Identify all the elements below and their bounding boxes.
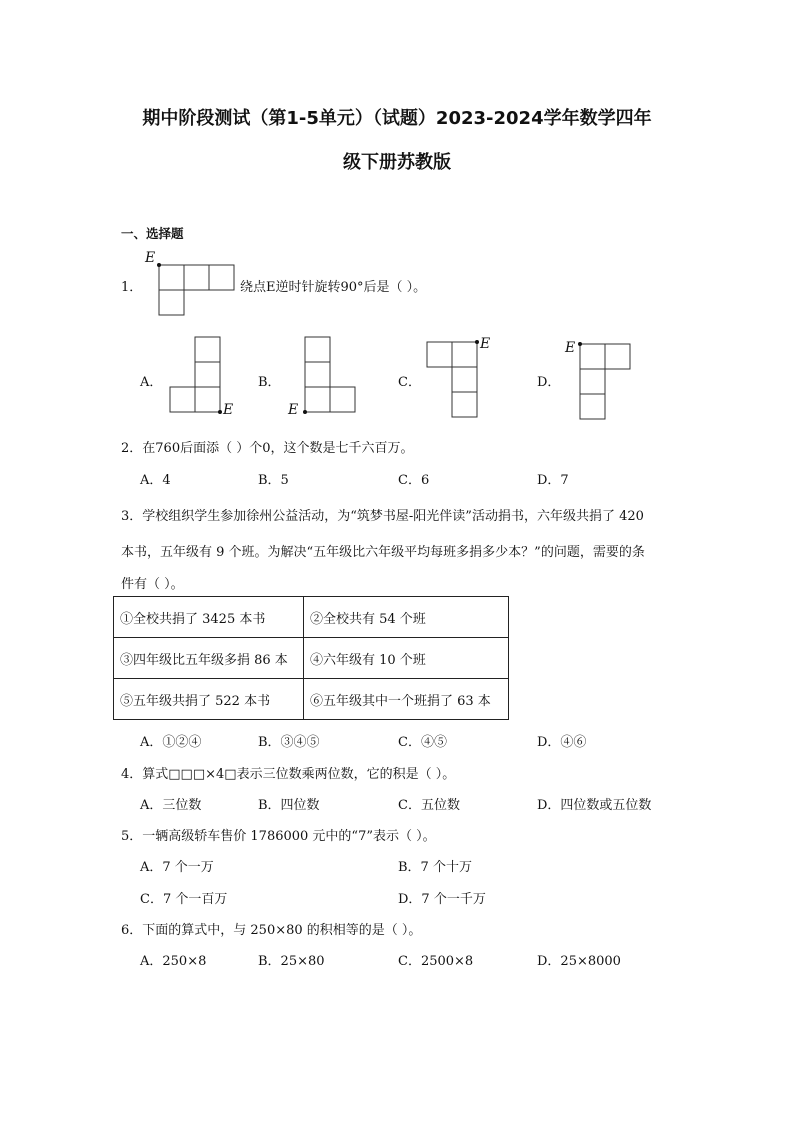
q1-number: 1．	[121, 280, 143, 295]
q6-option-c[interactable]: C．2500×8	[398, 954, 474, 969]
q1-figure	[140, 246, 240, 318]
q3-option-d[interactable]: D．④⑥	[537, 735, 587, 750]
title-line-1: 期中阶段测试（第1-5单元）（试题）2023-2024学年数学四年	[142, 108, 652, 129]
table-row	[114, 679, 509, 720]
svg-text:E: E	[565, 340, 576, 356]
q1-option-a-label[interactable]: A．	[140, 375, 163, 390]
svg-text:E: E	[223, 402, 234, 418]
table-cell: ③四年级比五年级多捐 86 本	[114, 638, 304, 679]
q2-option-a[interactable]: A．4	[140, 473, 171, 488]
q5-text: 5．一辆高级轿车售价 1786000 元中的“7”表示（ ）。	[121, 829, 436, 844]
q4-text: 4．算式□□□×4□表示三位数乘两位数，它的积是（ ）。	[121, 767, 456, 782]
section-heading: 一、选择题	[121, 226, 184, 241]
q5-option-d[interactable]: D．7 个一千万	[398, 892, 486, 907]
q2-option-b[interactable]: B．5	[258, 473, 289, 488]
q3-option-a[interactable]: A．①②④	[140, 735, 202, 750]
q1-option-a-figure[interactable]	[165, 332, 245, 422]
q6-option-d[interactable]: D．25×8000	[537, 954, 621, 969]
table-cell: ④六年级有 10 个班	[304, 638, 509, 679]
table-cell: ①全校共捐了 3425 本书	[114, 597, 304, 638]
svg-text:E: E	[288, 402, 299, 418]
q5-option-c[interactable]: C．7 个一百万	[140, 892, 228, 907]
table-cell: ②全校共有 54 个班	[304, 597, 509, 638]
q4-option-c[interactable]: C．五位数	[398, 798, 460, 813]
q1-option-c-figure[interactable]	[420, 332, 500, 422]
q1-option-c-label[interactable]: C．	[398, 375, 421, 390]
q1-option-b-label[interactable]: B．	[258, 375, 281, 390]
q3-text-line-1: 3．学校组织学生参加徐州公益活动，为“筑梦书屋-阳光伴读”活动捐书，六年级共捐了 420	[121, 509, 644, 524]
q5-option-a[interactable]: A．7 个一万	[140, 860, 214, 875]
q2-text: 2．在760后面添（ ）个0，这个数是七千六百万。	[121, 441, 414, 456]
q4-option-d[interactable]: D．四位数或五位数	[537, 798, 652, 813]
table-cell: ⑥五年级其中一个班捐了 63 本	[304, 679, 509, 720]
q1-option-d-figure[interactable]	[560, 332, 640, 422]
table-row	[114, 638, 509, 679]
q1-point-label: E	[145, 250, 156, 266]
q6-option-a[interactable]: A．250×8	[140, 954, 207, 969]
q3-text-line-2: 本书，五年级有 9 个班。为解决“五年级比六年级平均每班多捐多少本？”的问题，需要的条	[121, 545, 645, 560]
q6-text: 6．下面的算式中，与 250×80 的积相等的是（ ）。	[121, 923, 422, 938]
q3-option-b[interactable]: B．③④⑤	[258, 735, 320, 750]
q5-option-b[interactable]: B．7 个十万	[398, 860, 472, 875]
q1-option-d-label[interactable]: D．	[537, 375, 561, 390]
q1-option-b-figure[interactable]	[283, 332, 363, 422]
q3-option-c[interactable]: C．④⑤	[398, 735, 447, 750]
q1-text: 绕点E逆时针旋转90°后是（ ）。	[240, 280, 427, 295]
q3-conditions-table	[113, 596, 509, 720]
q2-option-d[interactable]: D．7	[537, 473, 569, 488]
q4-option-a[interactable]: A．三位数	[140, 798, 202, 813]
svg-text:E: E	[480, 336, 491, 352]
q6-option-b[interactable]: B．25×80	[258, 954, 325, 969]
q3-text-line-3: 件有（ ）。	[121, 577, 184, 592]
q2-option-c[interactable]: C．6	[398, 473, 430, 488]
table-row	[114, 597, 509, 638]
title-line-2: 级下册苏教版	[343, 152, 451, 173]
q4-option-b[interactable]: B．四位数	[258, 798, 320, 813]
table-cell: ⑤五年级共捐了 522 本书	[114, 679, 304, 720]
